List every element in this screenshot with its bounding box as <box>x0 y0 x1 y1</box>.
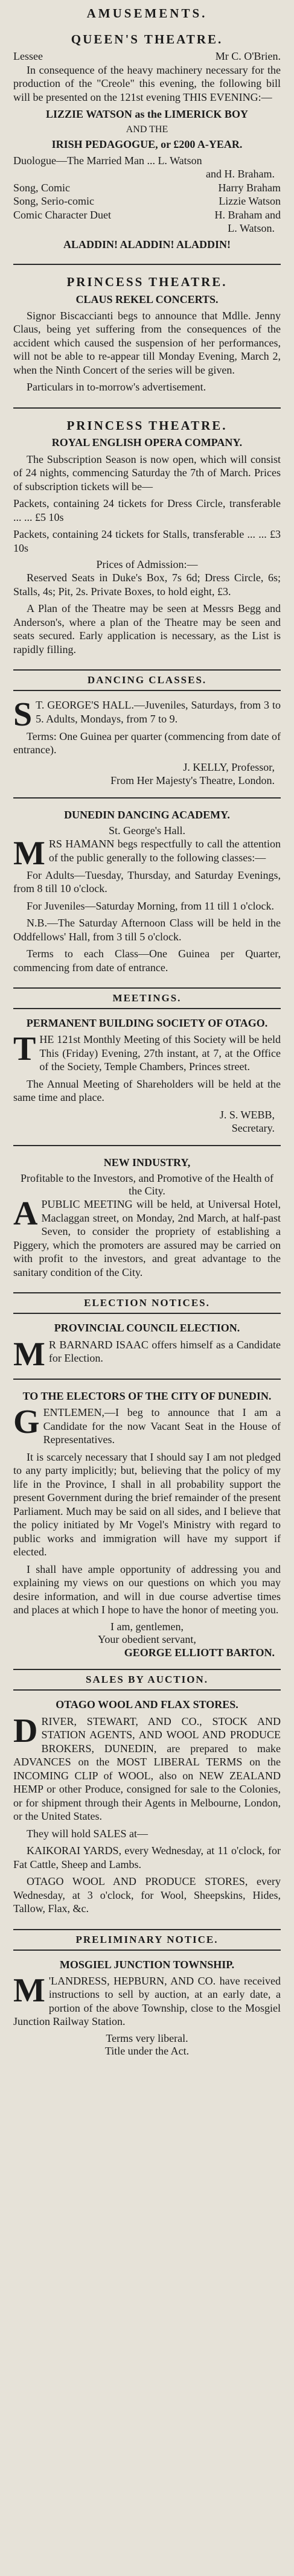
duologue-b: and H. Braham. <box>206 168 275 180</box>
provincial-ad <box>13 1321 281 1378</box>
mosgiel-ad <box>13 1958 281 2067</box>
princess2-body: The Subscription Season is now open, which will consist of 24 nights, commencing Saturday the 7th of March. Prices of subscription tickets will be— <box>13 453 281 493</box>
dropcap: M <box>13 1335 45 1373</box>
prelim-section-head: PRELIMINARY NOTICE. <box>13 1929 281 1951</box>
terms: Terms to each Class—One Guinea per Quarter, commencing from date of entrance. <box>13 948 281 974</box>
st-georges-ad <box>13 698 281 797</box>
princess-opera-ad <box>13 407 281 669</box>
adults-class: For Adults—Tuesday, Thursday, and Saturday Evenings, from 8 till 10 o'clock. <box>13 869 281 895</box>
dropcap: D <box>13 1712 38 1750</box>
dancing-section-head: DANCING CLASSES. <box>13 669 281 691</box>
mosgiel-title: MOSGIEL JUNCTION TOWNSHIP. <box>59 1958 235 1971</box>
price-line: Packets, containing 24 tickets for Dress Circle, transferable ... ... £5 10s <box>13 497 281 523</box>
mosgiel-terms: Terms very liberal. <box>106 2032 188 2044</box>
dropcap: G <box>13 1403 40 1441</box>
duet-b: L. Watson. <box>228 222 275 235</box>
meetings-section-head: MEETINGS. <box>13 987 281 1009</box>
pbs-body: HE 121st Monthly Meeting of this Society will be held This (Friday) Evening, 27th instant, at 7, at the Office of the Society, Temple Chambers, Princes street. <box>39 1033 281 1073</box>
dropcap: S <box>13 696 33 734</box>
queens-play2: IRISH PEDAGOGUE, or £200 A-YEAR. <box>51 138 243 150</box>
mosgiel-title-line: Title under the Act. <box>104 2044 190 2057</box>
electors-body: ENTLEMEN,—I beg to announce that I am a Candidate for the now Vacant Seat in the House of Representatives. <box>43 1406 281 1446</box>
queens-theatre-ad <box>13 32 281 264</box>
kelly-sig: J. KELLY, Professor, <box>183 760 275 773</box>
princess2-subtitle: ROYAL ENGLISH OPERA COMPANY. <box>51 436 243 449</box>
amusements-banner: AMUSEMENTS. <box>86 6 208 21</box>
lessee-line <box>13 49 281 63</box>
aladdin-line: ALADDIN! ALADDIN! ALADDIN! <box>63 238 231 250</box>
plan-text: A Plan of the Theatre may be seen at Messrs Begg and Anderson's, where a plan of the Theatre may be seen and seats secured. Early application is necessary, as the List is rapidly filling. <box>13 602 281 655</box>
queens-title: QUEEN'S THEATRE. <box>71 32 223 46</box>
industry-body: PUBLIC MEETING will be held, at Universal Hotel, Maclaggan street, on Monday, 2nd March, at half-past Seven, to consider the propriety of establishing a Piggery, which the promoters are assured may be carried on with profit to the investors, and great advantage to the sanitary condition of the City. <box>13 1198 281 1278</box>
pbs-title: PERMANENT BUILDING SOCIETY OF OTAGO. <box>26 1017 268 1030</box>
hamann-body: RS HAMANN begs respectfully to call the attention of the public generally to the following classes:— <box>48 838 281 864</box>
st-georges-title: T. GEORGE'S HALL.—Juveniles, Saturdays, from 3 to 5. Adults, Mondays, from 7 to 9. <box>36 699 281 725</box>
dropcap: T <box>13 1030 36 1068</box>
wool-sales: They will hold SALES at— <box>27 1827 148 1840</box>
princess-claus-ad <box>13 264 281 407</box>
close1: I am, gentlemen, <box>110 1620 184 1633</box>
dropcap: M <box>13 1971 45 2009</box>
princess1-body: Signor Biscaccianti begs to announce that Mdlle. Jenny Claus, being yet suffering from the consequences of the accident which caused the suspension of her performances, will not be able to re-appear till Monday Evening, March 2, when the Ninth Concert of the series will be given. <box>13 309 281 376</box>
provincial-body: R BARNARD ISAAC offers himself as a Candidate for Election. <box>48 1338 281 1365</box>
new-industry-ad <box>13 1145 281 1292</box>
lessee-name: Mr C. O'Brien. <box>215 50 281 63</box>
queens-play1: LIZZIE WATSON as the LIMERICK BOY <box>46 108 248 121</box>
princess1-subtitle: CLAUS REKEL CONCERTS. <box>75 293 219 305</box>
webb-sig: J. S. WEBB, <box>219 1108 275 1121</box>
pbs-annual: The Annual Meeting of Shareholders will be held at the same time and place. <box>13 1077 281 1104</box>
juveniles-class: For Juveniles—Saturday Morning, from 11 till 1 o'clock. <box>27 899 275 912</box>
electors-title: TO THE ELECTORS OF THE CITY OF DUNEDIN. <box>22 1389 272 1402</box>
electors-ad <box>13 1379 281 1669</box>
electors-p2: It is scarcely necessary that I should say I am not pledged to any party implicitly; but, believing that the policy of my life in the Province, I shall in all probability support the present Government during the brief remainder of the present Parliament. Much may be said on all sides, and I believe that the policy initiated by Mr Vogel's Ministry with regard to public works and immigration will have my support if elected. <box>13 1450 281 1558</box>
admission-text: Reserved Seats in Duke's Box, 7s 6d; Dress Circle, 6s; Stalls, 4s; Pit, 2s. Private Boxes, to hold eight, £3. <box>13 572 281 598</box>
item-row: Song, Comic Harry Braham <box>13 181 281 194</box>
mosgiel-body: 'LANDRESS, HEPBURN, AND CO. have received instructions to sell by auction, at an early date, a portion of the above Township, close to the Mosgiel Junction Railway Station. <box>13 1974 281 2028</box>
dunedin-dancing-ad <box>13 797 281 987</box>
wool-title: OTAGO WOOL AND FLAX STORES. <box>56 1698 238 1711</box>
lessee-label: Lessee <box>13 50 43 63</box>
electors-p3: I shall have ample opportunity of addressing you and explaining my views on our questions on which you may desire information, and will in due course advertise times and places at which I hope to have the honor of meeting you. <box>13 1563 281 1616</box>
princess2-title: PRINCESS THEATRE. <box>66 418 228 433</box>
dunedin-dancing-sub: St. George's Hall. <box>109 824 185 837</box>
sales-section-head: SALES BY AUCTION. <box>13 1669 281 1691</box>
barton-sig: GEORGE ELLIOTT BARTON. <box>124 1646 275 1659</box>
queens-play1b: AND THE <box>126 124 168 135</box>
close2: Your obedient servant, <box>98 1633 196 1645</box>
item-row: Comic Character Duet H. Braham and <box>13 208 281 221</box>
price-line: Packets, containing 24 tickets for Stalls, transferable ... ... £3 10s <box>13 528 281 554</box>
duologue-line: Duologue—The Married Man ... L. Watson <box>13 154 202 167</box>
st-georges-terms: Terms: One Guinea per quarter (commencing from date of entrance). <box>13 730 281 756</box>
dropcap: M <box>13 835 45 872</box>
nb-note: N.B.—The Saturday Afternoon Class will be held in the Oddfellows' Hall, from 3 till 5 o'clock. <box>13 917 281 943</box>
wool-stores: OTAGO WOOL AND PRODUCE STORES, every Wednesday, at 3 o'clock, for Wool, Sheepskins, Hides, Tallow, Flax, &c. <box>13 1875 281 1915</box>
election-section-head: ELECTION NOTICES. <box>13 1292 281 1314</box>
webb-sig2: Secretary. <box>231 1122 275 1135</box>
industry-sub: Profitable to the Investors, and Promotive of the Health of the City. <box>21 1172 273 1197</box>
dunedin-dancing-title: DUNEDIN DANCING ACADEMY. <box>64 808 230 821</box>
wool-body: RIVER, STEWART, AND CO., STOCK AND STATION AGENTS, AND WOOL AND PRODUCE BROKERS, DUNEDIN, are prepared to make ADVANCES on the MOST LIBERAL TERMS on the INCOMING CLIP of WOOL, also on NEW ZEALAND HEMP or other Produce, consigned for sale to the Colonies, or for shipment through their Agents in Melbourne, London, or the United States. <box>13 1715 281 1823</box>
provincial-title: PROVINCIAL COUNCIL ELECTION. <box>54 1322 240 1334</box>
otago-wool-ad <box>13 1698 281 1928</box>
queens-intro: In consequence of the heavy machinery necessary for the production of the "Creole" this evening, the following bill will be presented on the 121st evening THIS EVENING:— <box>13 63 281 103</box>
item-row: Song, Serio-comic Lizzie Watson <box>13 195 281 208</box>
building-society-ad <box>13 1016 281 1145</box>
industry-title: NEW INDUSTRY, <box>103 1156 191 1168</box>
dropcap: A <box>13 1195 38 1233</box>
admission-head: Prices of Admission:— <box>96 558 198 571</box>
kaikorai: KAIKORAI YARDS, every Wednesday, at 11 o'clock, for Fat Cattle, Sheep and Lambs. <box>13 1844 281 1870</box>
kelly-sig2: From Her Majesty's Theatre, London. <box>110 774 275 787</box>
princess1-title: PRINCESS THEATRE. <box>66 275 228 290</box>
princess1-footer: Particulars in to-morrow's advertisement. <box>27 381 206 394</box>
